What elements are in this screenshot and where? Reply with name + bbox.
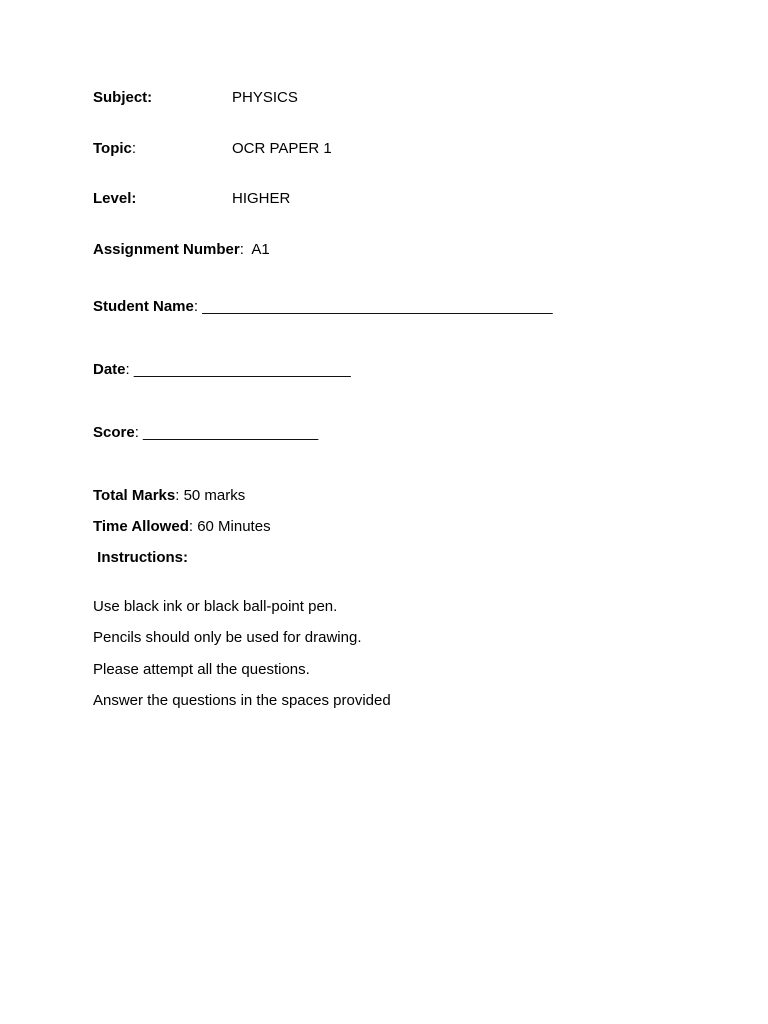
instruction-item: Please attempt all the questions.	[93, 661, 310, 678]
instructions-heading: Instructions:	[93, 549, 189, 566]
instruction-item: Pencils should only be used for drawing.	[93, 629, 362, 646]
assignment-value: A1	[251, 241, 270, 258]
student-name-label: Student Name	[93, 298, 194, 315]
topic-colon: :	[131, 140, 137, 157]
student-name-blank: : __________________________________________	[193, 298, 553, 315]
student-name-field	[93, 298, 553, 316]
total-marks-label: Total Marks	[93, 487, 176, 504]
topic-label-wrap	[93, 140, 136, 158]
date-field	[93, 361, 351, 379]
level-value: HIGHER	[232, 190, 291, 207]
score-label: Score	[93, 424, 135, 441]
topic-label: Topic	[93, 140, 132, 157]
instruction-item: Use black ink or black ball-point pen.	[93, 598, 338, 615]
score-field	[93, 424, 318, 442]
total-marks-row	[93, 487, 245, 505]
subject-label: Subject:	[93, 89, 153, 106]
score-blank: : _____________________	[134, 424, 319, 441]
topic-value: OCR PAPER 1	[232, 140, 332, 157]
assignment-label: Assignment Number	[93, 241, 240, 258]
time-allowed-label: Time Allowed	[93, 518, 189, 535]
level-label: Level:	[93, 190, 137, 207]
total-marks-value: : 50 marks	[175, 487, 246, 504]
time-allowed-row	[93, 518, 271, 536]
subject-value: PHYSICS	[232, 89, 298, 106]
date-label: Date	[93, 361, 126, 378]
assignment-separator: :	[239, 241, 252, 258]
instruction-item: Answer the questions in the spaces provided	[93, 692, 391, 709]
assignment-row	[93, 241, 270, 259]
date-blank: : __________________________	[125, 361, 351, 378]
time-allowed-value: : 60 Minutes	[188, 518, 271, 535]
